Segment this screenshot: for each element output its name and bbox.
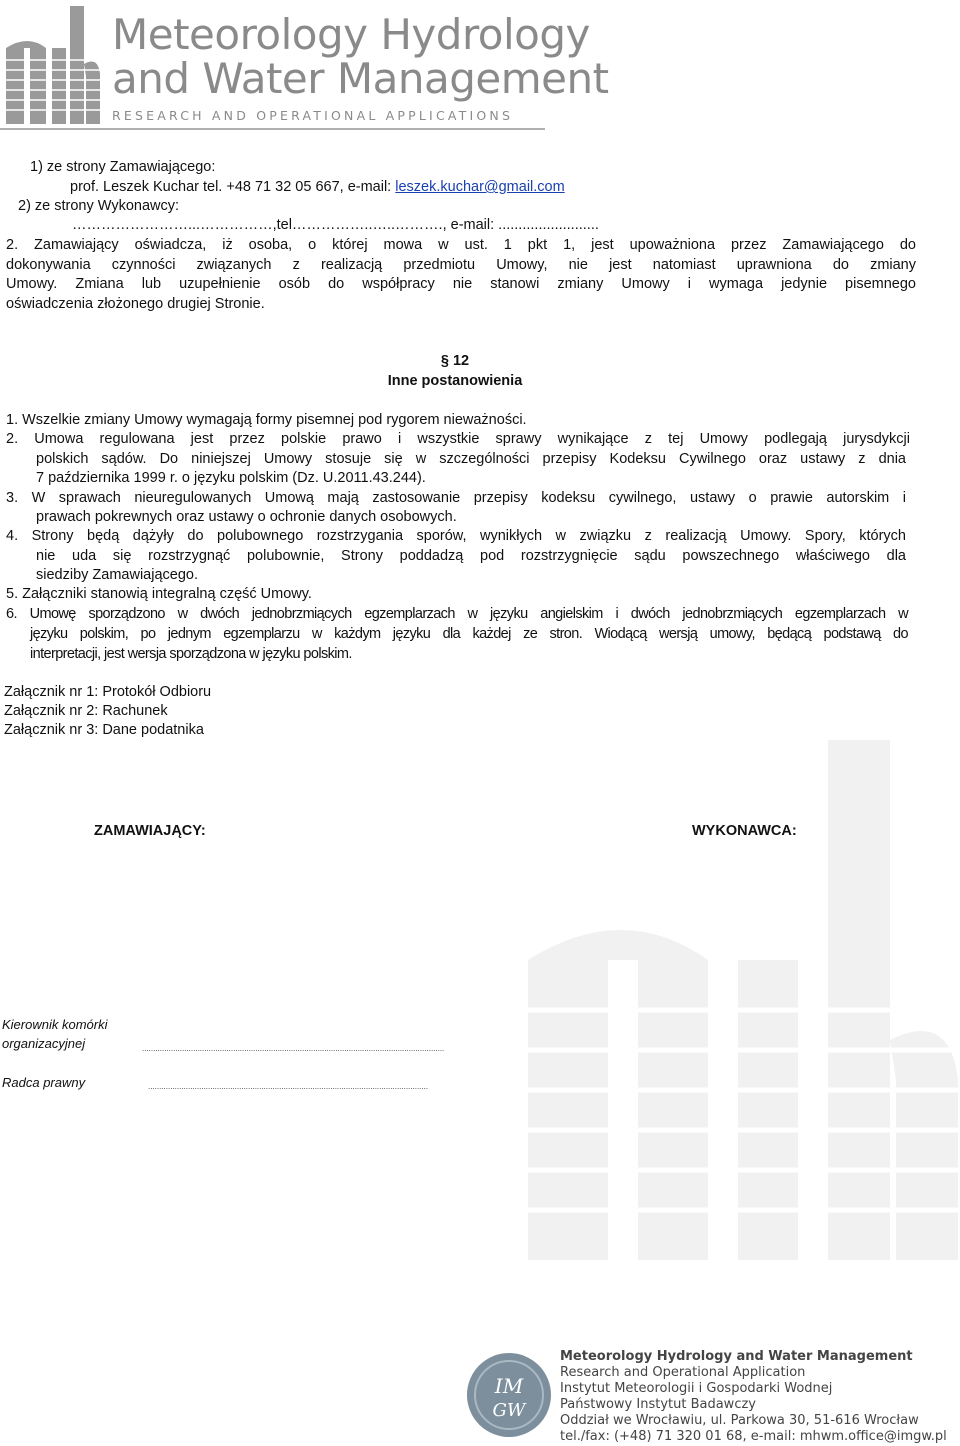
provision-2-line2: polskich sądów. Do niniejszej Umowy stosuje się w szczególności przepisy Kodeksu Cywilnego oraz ustawy z dnia [36,451,906,467]
contact-contractor-details: ……………………...……………,tel……………..…..………., e-mail: ......................... [72,217,599,233]
imgw-logo-icon [466,1352,552,1438]
contact-email-link[interactable]: leszek.kuchar@gmail.com [395,179,565,195]
provision-1: 1. Wszelkie zmiany Umowy wymagają formy pisemnej pod rygorem nieważności. [6,412,527,428]
clause2-line1: 2. Zamawiający oświadcza, iż osoba, o której mowa w ust. 1 pkt 1, jest upoważniona przez Zamawiającego do [6,237,916,253]
unit-head-signature-line: ........................................................................................................................................ [142,1044,445,1053]
legal-counsel-label: Radca prawny [2,1075,86,1090]
footer-line3: Instytut Meteorologii i Gospodarki Wodnej [560,1381,833,1396]
journal-subtitle: RESEARCH AND OPERATIONAL APPLICATIONS [112,108,514,123]
contractor-signature-label: WYKONAWCA: [692,823,797,839]
legal-counsel-signature-line: .............................................................................................................................. [148,1082,429,1091]
attachment-3: Załącznik nr 3: Dane podatnika [4,722,204,738]
provision-6-line1: 6. Umowę sporządzono w dwóch jednobrzmiących egzemplarzach w języku angielskim i dwóch jednobrzmiących egzemplarzach w [6,606,908,622]
provision-6-line2: języku polskim, po jednym egzemplarzu w każdym języku dla każdej ze stron. Wiodącą wersją umowy, będącą podstawą do [30,626,908,642]
contact-orderer-heading: 1) ze strony Zamawiającego: [30,159,216,175]
footer-line1: Meteorology Hydrology and Water Management [560,1349,913,1364]
journal-title-line2: and Water Management [112,54,609,103]
attachment-1: Załącznik nr 1: Protokół Odbioru [4,684,212,700]
footer-line6: tel./fax: (+48) 71 320 01 68, e-mail: mhwm.office@imgw.pl [560,1429,947,1444]
footer-line4: Państwowy Instytut Badawczy [560,1397,756,1412]
orderer-signature-label: ZAMAWIAJĄCY: [94,823,206,839]
contact-orderer-phone: prof. Leszek Kuchar tel. +48 71 32 05 667, e-mail: [70,179,396,195]
contact-contractor-heading: 2) ze strony Wykonawcy: [18,198,180,214]
clause2-line4: oświadczenia złożonego drugiej Stronie. [6,296,265,312]
provision-4-line2: nie uda się rozstrzygnąć polubownie, Strony poddadzą pod rozstrzygnięcie sądu powszechnego właściwego dla [36,548,906,564]
provision-2-line1: 2. Umowa regulowana jest przez polskie prawo i wszystkie sprawy wynikające z tej Umowy podlegają jurysdykcji [6,431,910,447]
clause2-line3: Umowy. Zmiana lub uzupełnienie osób do współpracy nie stanowi zmiany Umowy i wymaga jedynie pisemnego [6,276,916,292]
clause2-line2: dokonywania czynności związanych z realizacją przedmiotu Umowy, nie jest natomiast uprawniona do zmiany [6,257,916,273]
provision-4-line3: siedziby Zamawiającego. [36,567,198,583]
journal-title-line1: Meteorology Hydrology [112,10,590,59]
provision-5: 5. Załączniki stanowią integralną część Umowy. [6,586,312,602]
provision-2-line3: 7 października 1999 r. o języku polskim (Dz. U.2011.43.244). [36,470,426,486]
journal-header [0,0,960,130]
provision-3-line1: 3. W sprawach nieuregulowanych Umową mają zastosowanie przepisy kodeksu cywilnego, ustawy o prawie autorskim i [6,490,906,506]
provision-6-line3: interpretacji, jest wersja sporządzona w języku polskim. [30,646,352,662]
provision-4-line1: 4. Strony będą dążyły do polubownego rozstrzygania sporów, wynikłych w związku z realizacją Umowy. Spory, których [6,528,906,544]
imgw-logo-text-bottom: GW [492,1400,526,1421]
provision-3-line2: prawach pokrewnych oraz ustawy o ochronie danych osobowych. [36,509,457,525]
section-title: Inne postanowienia [387,373,523,389]
section-number: § 12 [440,353,470,369]
attachment-2: Załącznik nr 2: Rachunek [4,703,168,719]
contact-orderer-details [70,178,565,196]
header-divider [0,128,545,130]
footer-line5: Oddział we Wrocławiu, ul. Parkowa 30, 51-616 Wrocław [560,1413,919,1428]
mh-logo-icon [4,4,100,124]
footer-line2: Research and Operational Application [560,1365,806,1380]
imgw-logo-text-top: IM [494,1374,524,1398]
unit-head-label-line1: Kierownik komórki [2,1017,108,1032]
unit-head-label-line2: organizacyjnej [2,1036,86,1051]
